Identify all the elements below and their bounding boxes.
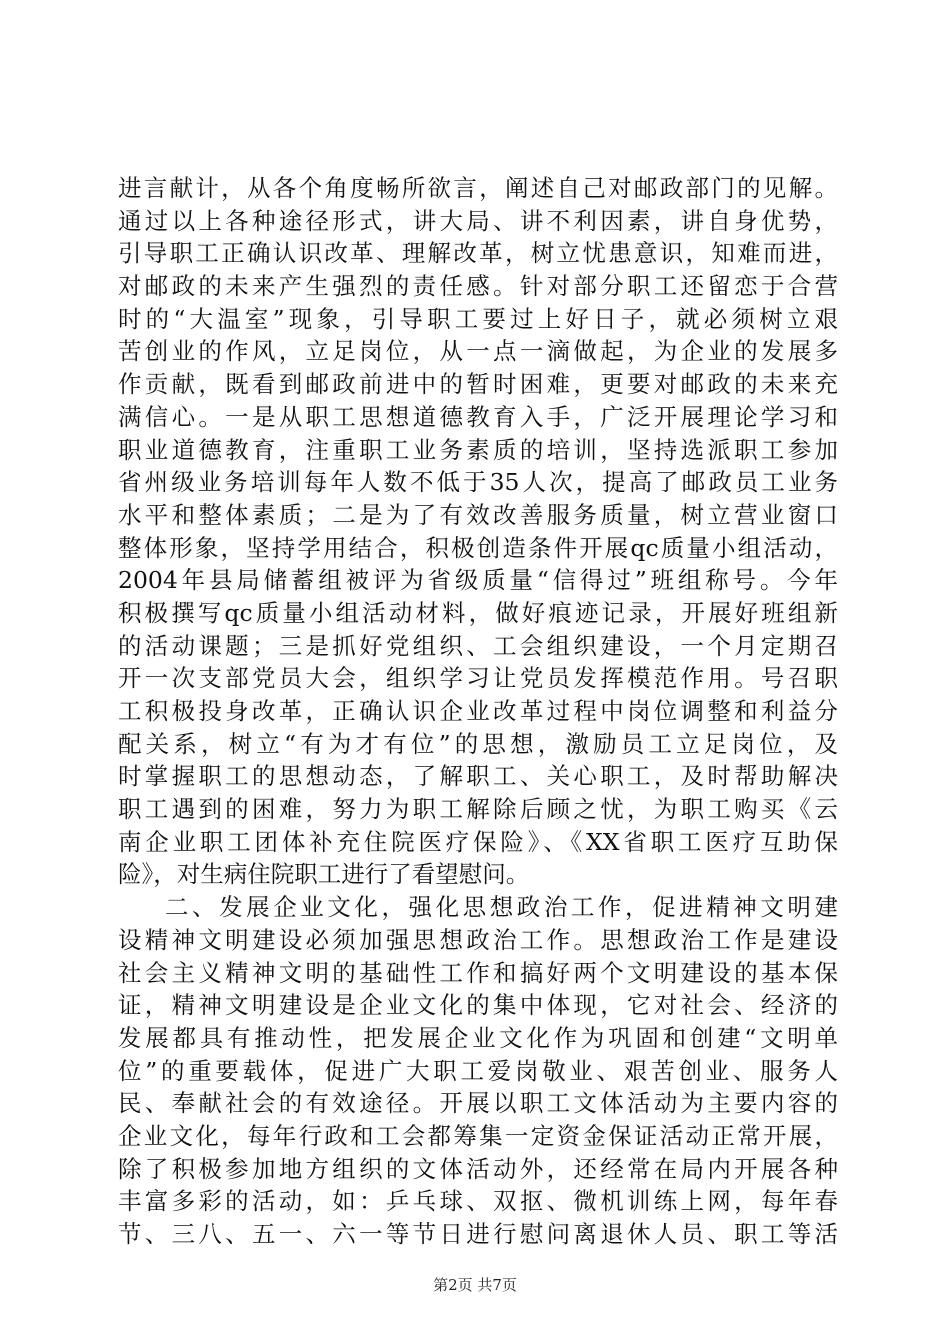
text-line: 省州级业务培训每年人数不低于35人次，提高了邮政员工业务 bbox=[118, 468, 838, 497]
text-line: 通过以上各种途径形式，讲大局、讲不利因素，讲自身优势， bbox=[118, 206, 838, 235]
text-line: 发展都具有推动性，把发展企业文化作为巩固和创建“文明单 bbox=[118, 1023, 838, 1052]
body-text bbox=[118, 172, 838, 1251]
text-line: 丰富多彩的活动，如：乒乓球、双抠、微机训练上网，每年春 bbox=[118, 1187, 838, 1216]
text-line: 工积极投身改革，正确认识企业改革过程中岗位调整和利益分 bbox=[118, 697, 838, 725]
text-line: 苦创业的作风，立足岗位，从一点一滴做起，为企业的发展多 bbox=[118, 337, 838, 366]
text-line: 位”的重要载体，促进广大职工爱岗敬业、艰苦创业、服务人 bbox=[118, 1056, 838, 1085]
text-line: 职业道德教育，注重职工业务素质的培训，坚持选派职工参加 bbox=[118, 435, 838, 464]
text-line: 南企业职工团体补充住院医疗保险》、《XX省职工医疗互助保 bbox=[118, 827, 838, 856]
text-line: 对邮政的未来产生强烈的责任感。针对部分职工还留恋于合营 bbox=[118, 272, 838, 301]
text-line: 水平和整体素质；二是为了有效改善服务质量，树立营业窗口 bbox=[118, 500, 838, 529]
text-line: 险》，对生病住院职工进行了看望慰问。 bbox=[118, 860, 530, 889]
text-line: 积极撰写qc质量小组活动材料，做好痕迹记录，开展好班组新 bbox=[118, 598, 838, 627]
page-footer: 第2页 共7页 bbox=[433, 1276, 517, 1294]
text-line: 的活动课题；三是抓好党组织、工会组织建设，一个月定期召 bbox=[118, 631, 838, 660]
text-line: 证，精神文明建设是企业文化的集中体现，它对社会、经济的 bbox=[118, 991, 838, 1020]
text-line: 企业文化，每年行政和工会都筹集一定资金保证活动正常开展， bbox=[118, 1121, 838, 1150]
text-line: 进言献计，从各个角度畅所欲言，阐述自己对邮政部门的见解。 bbox=[118, 174, 838, 202]
text-line: 开一次支部党员大会，组织学习让党员发挥模范作用。号召职 bbox=[118, 664, 838, 693]
text-line: 职工遇到的困难，努力为职工解除后顾之忧，为职工购买《云 bbox=[118, 795, 838, 824]
text-line: 设精神文明建设必须加强思想政治工作。思想政治工作是建设 bbox=[118, 925, 838, 954]
text-line: 社会主义精神文明的基础性工作和搞好两个文明建设的基本保 bbox=[118, 958, 838, 987]
text-line: 引导职工正确认识改革、理解改革，树立忧患意识，知难而进， bbox=[118, 239, 838, 268]
text-line: 时的“大温室”现象，引导职工要过上好日子，就必须树立艰 bbox=[118, 304, 838, 333]
text-line: 2004年县局储蓄组被评为省级质量“信得过”班组称号。今年 bbox=[118, 566, 838, 595]
text-line: 作贡献，既看到邮政前进中的暂时困难，更要对邮政的未来充 bbox=[118, 370, 838, 399]
section-heading-line: 二、发展企业文化，强化思想政治工作，促进精神文明建 bbox=[165, 893, 838, 922]
text-line: 整体形象，坚持学用结合，积极创造条件开展qc质量小组活动， bbox=[118, 533, 838, 562]
text-line: 节、三八、五一、六一等节日进行慰问离退休人员、职工等活 bbox=[118, 1220, 838, 1248]
text-line: 民、奉献社会的有效途径。开展以职工文体活动为主要内容的 bbox=[118, 1089, 838, 1118]
text-line: 时掌握职工的思想动态，了解职工、关心职工，及时帮助解决 bbox=[118, 762, 838, 791]
text-line: 满信心。一是从职工思想道德教育入手，广泛开展理论学习和 bbox=[118, 402, 838, 431]
text-line: 除了积极参加地方组织的文体活动外，还经常在局内开展各种 bbox=[118, 1154, 838, 1183]
text-line: 配关系，树立“有为才有位”的思想，激励员工立足岗位，及 bbox=[118, 729, 838, 758]
